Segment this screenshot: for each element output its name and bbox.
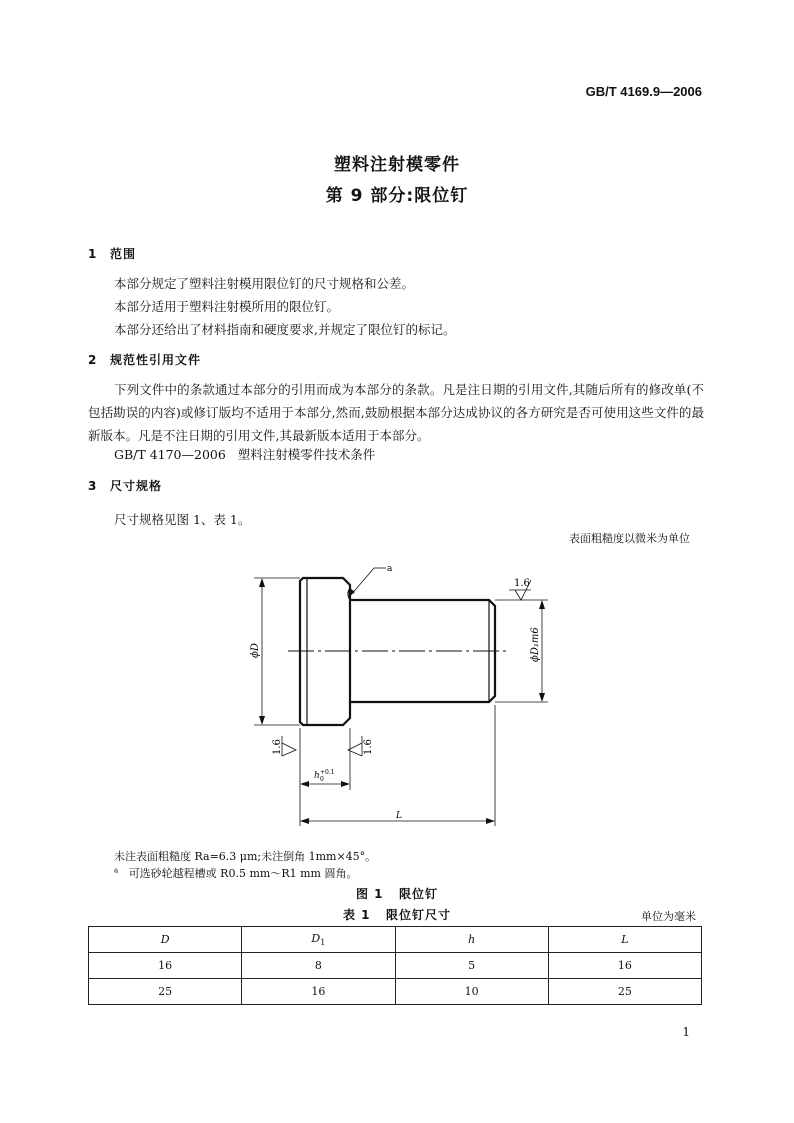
header-D1: $D_1$: [242, 927, 395, 953]
table-row: [89, 953, 702, 979]
document-subtitle: 第 9 部分:限位钉: [325, 186, 469, 206]
section-3-paragraph: 尺寸规格见图 1、表 1。: [114, 512, 251, 527]
label-L: L: [396, 811, 402, 821]
header-h: h: [395, 927, 548, 953]
table-header-row: [89, 927, 702, 953]
table-cell: 16: [242, 979, 395, 1005]
section-1-para-3: 本部分还给出了材料指南和硬度要求,并规定了限位钉的标记。: [114, 322, 456, 337]
label-phiD: ϕD: [250, 643, 261, 658]
section-2-paragraph: 下列文件中的条款通过本部分的引用而成为本部分的条款。凡是注日期的引用文件,其随后所有的修改单(不包括勘误的内容)或修订版均不适用于本部分,然而,鼓励根据本部分达成协议的各方研究是否可使用这些文件的最新版本。凡是不注日期的引用文件,其最新版本适用于本部分。: [88, 382, 704, 443]
table-cell: 8: [242, 953, 395, 979]
limit-pin-dimension-table: [88, 926, 702, 1005]
page-number: 1: [682, 1025, 690, 1039]
section-1-para-1: 本部分规定了塑料注射模用限位钉的尺寸规格和公差。: [114, 276, 415, 291]
section-1-para-2: 本部分适用于塑料注射模所用的限位钉。: [114, 299, 340, 314]
figure-note-a: [114, 865, 357, 881]
table-cell: 16: [89, 953, 242, 979]
table-cell: 10: [395, 979, 548, 1005]
standard-code: GB/T 4169.9—2006: [585, 84, 702, 99]
label-h: h: [314, 771, 320, 781]
section-2-reference: GB/T 4170—2006 塑料注射模零件技术条件: [114, 447, 376, 462]
section-2-number: 2: [88, 353, 98, 367]
table-cell: 5: [395, 953, 548, 979]
section-2-title: 规范性引用文件: [110, 353, 202, 367]
label-h-tol-upper: +0.1: [320, 769, 335, 776]
roughness-label-left: 1.6: [272, 739, 283, 755]
table-caption: 表 1 限位钉尺寸: [342, 908, 452, 922]
label-a: a: [387, 564, 393, 574]
section-1-title: 范围: [110, 247, 137, 261]
table-unit: 单位为毫米: [641, 910, 696, 923]
roughness-label-top: 1.6: [514, 578, 530, 589]
label-h-tol-lower: 0: [320, 776, 324, 783]
table-cell: 16: [548, 953, 701, 979]
figure-note-a-marker: a: [114, 866, 119, 875]
table-cell: 25: [548, 979, 701, 1005]
section-1-number: 1: [88, 247, 98, 261]
table-cell: 25: [89, 979, 242, 1005]
section-3-title: 尺寸规格: [110, 479, 163, 493]
document-title: 塑料注射模零件: [334, 155, 460, 175]
section-3-number: 3: [88, 479, 98, 493]
table-row: [89, 979, 702, 1005]
figure-unit-note: 表面粗糙度以微米为单位: [569, 532, 690, 545]
roughness-label-right: 1.6: [363, 739, 374, 755]
figure-caption: 图 1 限位钉: [355, 887, 439, 901]
header-D: D: [89, 927, 242, 953]
header-L: L: [548, 927, 701, 953]
label-phiD1: ϕD₁m6: [530, 627, 541, 662]
figure-note-main: 未注表面粗糙度 Ra=6.3 μm;未注倒角 1mm×45°。: [114, 850, 377, 863]
figure-note-a-text: 可选砂轮越程槽或 R0.5 mm～R1 mm 圆角。: [128, 867, 358, 880]
